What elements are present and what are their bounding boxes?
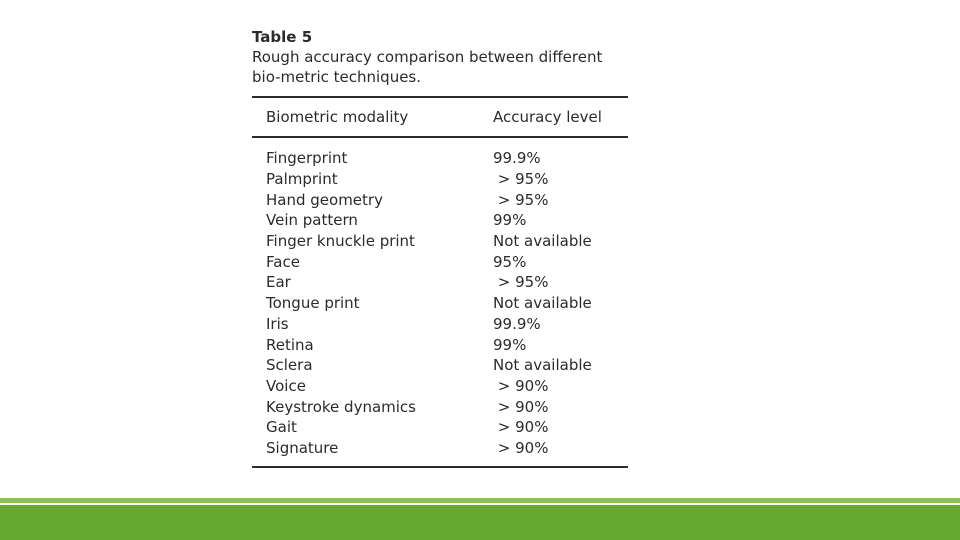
cell-modality: Finger knuckle print: [266, 232, 415, 251]
cell-modality: Vein pattern: [266, 211, 358, 230]
cell-accuracy: 99%: [493, 211, 527, 230]
cell-modality: Keystroke dynamics: [266, 397, 416, 416]
table-row: [252, 314, 628, 335]
cell-modality: Palmprint: [266, 170, 338, 189]
table-row: [252, 355, 628, 376]
table-header-row: [252, 98, 628, 136]
table-row: [252, 334, 628, 355]
table-row: [252, 231, 628, 252]
cell-modality: Face: [266, 252, 300, 271]
cell-accuracy: 95%: [493, 252, 527, 271]
cell-modality: Voice: [266, 376, 306, 395]
cell-modality: Iris: [266, 314, 289, 333]
table-row: [252, 210, 628, 231]
table-row: [252, 293, 628, 314]
table-row: [252, 251, 628, 272]
table-row: [252, 169, 628, 190]
cell-accuracy: Not available: [493, 232, 592, 251]
footer-accent-stripe: [0, 498, 960, 503]
cell-modality: Sclera: [266, 356, 313, 375]
table-row: [252, 272, 628, 293]
table-bottom-rule: [252, 466, 628, 468]
table-row: [252, 148, 628, 169]
cell-modality: Retina: [266, 335, 314, 354]
cell-modality: Hand geometry: [266, 190, 383, 209]
cell-modality: Signature: [266, 438, 339, 457]
cell-accuracy: > 95%: [493, 190, 549, 209]
cell-accuracy: > 90%: [493, 376, 549, 395]
table-row: [252, 189, 628, 210]
cell-accuracy: > 95%: [493, 273, 549, 292]
cell-accuracy: 99.9%: [493, 314, 541, 333]
cell-accuracy: > 90%: [493, 438, 549, 457]
cell-accuracy: 99%: [493, 335, 527, 354]
cell-accuracy: Not available: [493, 294, 592, 313]
footer-band: [0, 505, 960, 540]
header-accuracy-level: Accuracy level: [493, 108, 602, 126]
cell-modality: Gait: [266, 418, 297, 437]
cell-accuracy: Not available: [493, 356, 592, 375]
cell-accuracy: > 90%: [493, 397, 549, 416]
cell-accuracy: 99.9%: [493, 149, 541, 168]
header-biometric-modality: Biometric modality: [266, 108, 409, 126]
cell-accuracy: > 95%: [493, 170, 549, 189]
cell-modality: Ear: [266, 273, 291, 292]
cell-modality: Tongue print: [266, 294, 360, 313]
table-label: Table 5: [252, 28, 313, 46]
table-row: [252, 396, 628, 417]
table-caption: Rough accuracy comparison between different bio-metric techniques.: [252, 48, 603, 86]
table-row: [252, 376, 628, 397]
table-body: [252, 138, 628, 466]
cell-accuracy: > 90%: [493, 418, 549, 437]
table-row: [252, 417, 628, 438]
table-figure: [252, 28, 628, 468]
cell-modality: Fingerprint: [266, 149, 348, 168]
table-row: [252, 438, 628, 459]
